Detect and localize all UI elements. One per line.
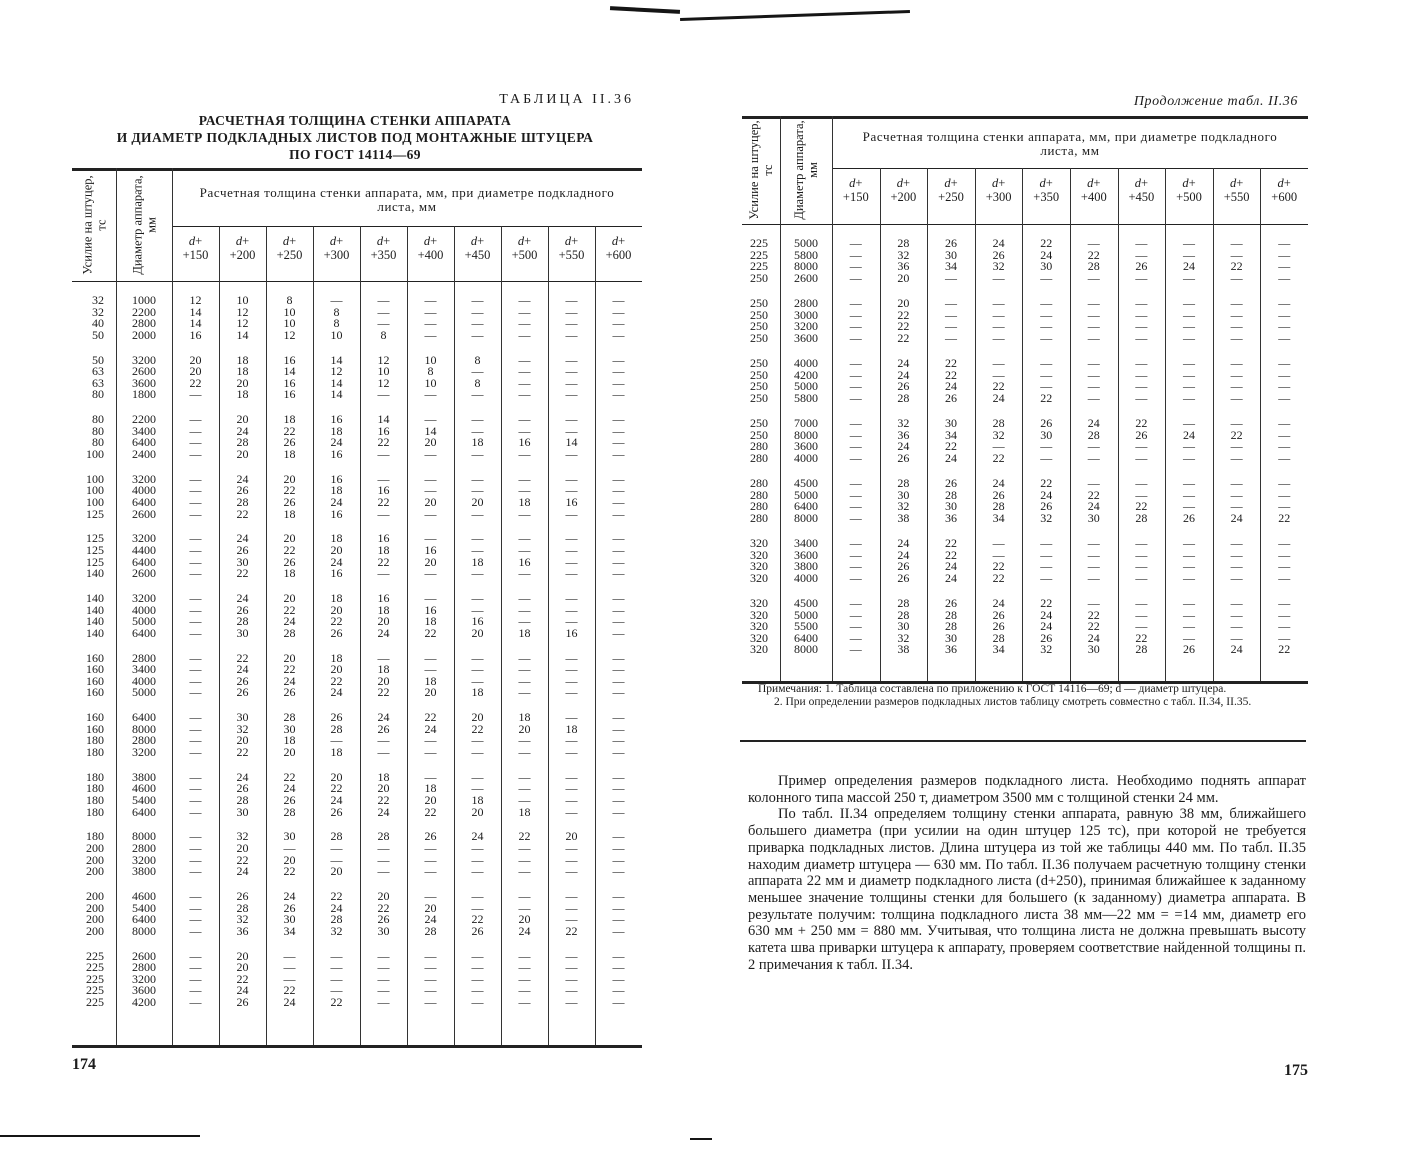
- value-cell: — — — —: [1278, 356, 1291, 405]
- value-cell: 12 14 14 16: [189, 293, 202, 342]
- header-bottom-rule: [72, 281, 642, 282]
- value-cell: 22 24 30 —: [1040, 236, 1053, 285]
- value-cell: — — 18 20: [424, 650, 437, 700]
- value-cell: — — — —: [1182, 296, 1195, 345]
- value-cell: — — — —: [189, 710, 202, 759]
- value-cell: 28 — — 20: [330, 829, 343, 879]
- force-cell: 250 250 250 250: [750, 356, 768, 405]
- value-cell: 24 24 26 26: [897, 536, 910, 585]
- diameter-cell: 2600 2800 3200 3600 4200: [132, 948, 156, 1009]
- value-cell: — — — — —: [565, 948, 578, 1009]
- column-header: d+ +200: [890, 176, 917, 204]
- value-cell: — — — — 24: [1230, 596, 1243, 657]
- value-cell: — 18 20 22: [424, 769, 437, 819]
- value-cell: — — — —: [1230, 296, 1243, 345]
- value-cell: 32 20 22 24: [236, 829, 249, 879]
- value-cell: — — — —: [1135, 356, 1148, 405]
- value-cell: — 24 — —: [1182, 416, 1195, 465]
- value-cell: 24 26 28 22: [236, 471, 249, 521]
- value-cell: — — — —: [189, 591, 202, 640]
- value-cell: 22 24 26 26: [236, 650, 249, 700]
- value-cell: — — — —: [849, 296, 862, 345]
- force-cell: 225 225 225 250: [750, 236, 768, 285]
- column-header: d+ +350: [370, 234, 397, 262]
- page-number: 175: [1284, 1062, 1308, 1079]
- diameter-cell: 5000 5800 8000 2600: [794, 236, 818, 285]
- value-cell: — — — —: [424, 293, 437, 342]
- value-cell: 8 10 10 12: [283, 293, 296, 342]
- value-cell: 24 26 28 30: [236, 591, 249, 640]
- value-cell: — — — 22 28: [1135, 596, 1148, 657]
- value-cell: — — — —: [189, 412, 202, 461]
- diameter-cell: 3200 4000 5000 6400: [132, 591, 156, 640]
- value-cell: 28 32 36 20: [897, 236, 910, 285]
- value-cell: 20 20 22 —: [189, 352, 202, 402]
- table-notes: [758, 683, 1306, 708]
- value-cell: — — — —: [1135, 296, 1148, 345]
- value-cell: — — — 24: [1230, 476, 1243, 525]
- value-cell: 22 24 26 32: [1040, 476, 1053, 525]
- column-header: d+ +200: [229, 234, 256, 262]
- value-cell: — — 26 —: [1135, 236, 1148, 285]
- value-cell: — — — —: [612, 889, 625, 938]
- diameter-cell: 3200 4400 6400 2600: [132, 531, 156, 581]
- diameter-cell: 2800 3400 4000 5000: [132, 650, 156, 700]
- diameter-header-text: Диаметр аппарата, мм: [792, 120, 820, 220]
- value-cell: — — — —: [944, 296, 957, 345]
- value-cell: — — — —: [849, 416, 862, 465]
- value-cell: — — — —: [1040, 536, 1053, 585]
- value-cell: — — — —: [612, 769, 625, 819]
- value-cell: 26 28 32 36: [236, 889, 249, 938]
- value-cell: — — 16 —: [518, 531, 531, 581]
- diameter-header-text: Диаметр аппарата, мм: [130, 174, 158, 275]
- value-cell: 26 30 34 —: [944, 236, 957, 285]
- value-cell: — — — —: [612, 710, 625, 759]
- diameter-cell: 3400 3600 3800 4000: [794, 536, 818, 585]
- column-header: d+ +450: [1128, 176, 1155, 204]
- column-header: d+ +400: [417, 234, 444, 262]
- value-cell: — — — —: [992, 296, 1005, 345]
- value-cell: 20 22 26 30: [377, 889, 390, 938]
- value-cell: — — — —: [1278, 236, 1291, 285]
- value-cell: 18 20 22 24: [377, 769, 390, 819]
- force-cell: 225 225 225 225 225: [86, 948, 104, 1009]
- value-cell: — — 20 —: [471, 471, 484, 521]
- value-cell: — — — —: [189, 471, 202, 521]
- value-cell: — — — 22: [565, 889, 578, 938]
- value-cell: — — 18 —: [518, 471, 531, 521]
- diameter-cell: 4500 5000 6400 8000: [794, 476, 818, 525]
- table-bottom-rule: [72, 1045, 642, 1048]
- diameter-cell: 3800 4600 5400 6400: [132, 769, 156, 819]
- value-cell: — — — —: [565, 650, 578, 700]
- diameter-cell: 4600 5400 6400 8000: [132, 889, 156, 938]
- value-cell: — — — —: [612, 650, 625, 700]
- diameter-cell: 2800 3000 3200 3600: [794, 296, 818, 345]
- value-cell: 28 30 32 38: [897, 476, 910, 525]
- value-cell: — — — — —: [518, 948, 531, 1009]
- force-cell: 250 250 280 280: [750, 416, 768, 465]
- column-header: d+ +350: [1033, 176, 1060, 204]
- title-line: И ДИАМЕТР ПОДКЛАДНЫХ ЛИСТОВ ПОД МОНТАЖНЫЕ ШТУЦЕРА: [116, 130, 594, 145]
- page-number: 174: [72, 1056, 96, 1073]
- value-cell: — — — —: [1278, 296, 1291, 345]
- value-cell: — — — 22: [1278, 476, 1291, 525]
- value-cell: 24 — — —: [471, 829, 484, 879]
- value-cell: — — — —: [1087, 356, 1100, 405]
- value-cell: — — 20 —: [424, 471, 437, 521]
- value-cell: 22 22 24 24: [944, 536, 957, 585]
- value-cell: 22 24 28 32: [330, 889, 343, 938]
- data-table-right: [742, 116, 1308, 681]
- value-cell: — — — —: [189, 650, 202, 700]
- diameter-cell: 7000 8000 3600 4000: [794, 416, 818, 465]
- value-cell: — — — —: [849, 356, 862, 405]
- value-cell: — — — 16: [565, 591, 578, 640]
- column-header: d+ +250: [938, 176, 964, 204]
- value-cell: 20 — — —: [565, 829, 578, 879]
- value-cell: 20 22 24 26: [283, 650, 296, 700]
- value-cell: — — — —: [612, 471, 625, 521]
- value-cell: 22 24 26 28: [283, 769, 296, 819]
- value-cell: — 8 8 10: [330, 293, 343, 342]
- value-cell: — 22 — —: [1230, 416, 1243, 465]
- value-cell: — 16 22 —: [377, 471, 390, 521]
- value-cell: — — — —: [565, 769, 578, 819]
- value-cell: 26 28 28 30 36: [944, 596, 957, 657]
- column-header: d+ +300: [323, 234, 350, 262]
- value-cell: 18 22 26 18: [283, 412, 296, 461]
- value-cell: 20 22 24 28: [283, 591, 296, 640]
- value-cell: — — — —: [518, 352, 531, 402]
- value-cell: — 18 — —: [565, 710, 578, 759]
- value-cell: — — — —: [1182, 356, 1195, 405]
- value-cell: — — — 8: [377, 293, 390, 342]
- value-cell: 18 18 20 18: [236, 352, 249, 402]
- column-header: d+ +300: [985, 176, 1012, 204]
- continuation-label: Продолжение табл. II.36: [1133, 94, 1298, 109]
- value-cell: — — 18 —: [471, 531, 484, 581]
- value-cell: — — 24 —: [1182, 236, 1195, 285]
- value-cell: — — — —: [612, 829, 625, 879]
- force-cell: 140 140 140 140: [86, 591, 104, 640]
- value-cell: 8 — 8 —: [471, 352, 484, 402]
- force-cell: 125 125 125 140: [86, 531, 104, 581]
- value-cell: — — 22 —: [1230, 236, 1243, 285]
- value-cell: 26 28 — 18: [330, 710, 343, 759]
- value-cell: 10 12 12 14: [236, 293, 249, 342]
- value-cell: 28 30 18 20: [283, 710, 296, 759]
- value-cell: 26 30 — —: [1040, 416, 1053, 465]
- value-cell: 24 26 30 34: [283, 889, 296, 938]
- value-cell: — — 20 24: [518, 889, 531, 938]
- value-cell: 30 34 22 24: [944, 416, 957, 465]
- column-header: d+ +500: [1176, 176, 1202, 204]
- value-cell: — 14 20 —: [424, 412, 437, 461]
- diameter-header: [780, 116, 832, 224]
- column-header: d+ +550: [1223, 176, 1250, 204]
- force-cell: 100 100 100 125: [86, 471, 104, 521]
- value-cell: 24 24 26 28: [897, 356, 910, 405]
- value-cell: — — — —: [612, 293, 625, 342]
- value-cell: — — 22 28: [1135, 476, 1148, 525]
- value-cell: 20 22 26 18: [283, 531, 296, 581]
- title-line: РАСЧЕТНАЯ ТОЛЩИНА СТЕНКИ АППАРАТА: [198, 113, 512, 128]
- group-header: Расчетная толщина стенки аппарата, мм, при диаметре подкладного листа, мм: [862, 129, 1278, 158]
- value-cell: 20 24 28 20: [236, 412, 249, 461]
- diameter-cell: 1000 2200 2800 2000: [132, 293, 156, 342]
- diameter-cell: 6400 8000 2800 3200: [132, 710, 156, 759]
- value-cell: — — — —: [518, 650, 531, 700]
- value-cell: 18 20 22 24: [330, 650, 343, 700]
- column-header: d+ +550: [558, 234, 585, 262]
- value-cell: — — — —: [612, 591, 625, 640]
- force-cell: 250 250 250 250: [750, 296, 768, 345]
- force-cell: 320 320 320 320 320: [750, 596, 768, 657]
- right-page: [702, 0, 1404, 1152]
- value-cell: — — — —: [1230, 356, 1243, 405]
- diameter-cell: 4500 5000 5500 6400 8000: [794, 596, 818, 657]
- value-cell: — — — 18: [518, 591, 531, 640]
- data-table-left: [72, 168, 642, 1045]
- column-header: d+ +600: [1271, 176, 1298, 204]
- value-cell: — — 22 26: [471, 889, 484, 938]
- value-cell: — — — —: [1087, 536, 1100, 585]
- value-cell: — — — —: [849, 476, 862, 525]
- value-cell: 28 32 — 22: [992, 416, 1005, 465]
- force-cell: 200 200 200 200: [86, 889, 104, 938]
- value-cell: 24 28 — —: [1087, 416, 1100, 465]
- value-cell: — — 16 20: [471, 591, 484, 640]
- column-header: d+ +600: [605, 234, 632, 262]
- value-cell: 20 22 24 26: [330, 769, 343, 819]
- note-2: 2. При определении размеров подкладных листов таблицу смотреть совместно с табл. II.34, II.35.: [774, 695, 1252, 708]
- value-cell: 22 24 — —: [424, 710, 437, 759]
- force-cell: 160 160 160 160: [86, 650, 104, 700]
- value-cell: — — — —: [1087, 296, 1100, 345]
- value-cell: — — — — 22: [1278, 596, 1291, 657]
- value-cell: — — 22 24: [992, 356, 1005, 405]
- force-header-text: Усилие на штуцер, тс: [80, 174, 108, 275]
- value-cell: 20 22 — —: [471, 710, 484, 759]
- value-cell: — 18 20 22: [377, 650, 390, 700]
- value-cell: — — — — —: [849, 596, 862, 657]
- value-cell: — — — —: [189, 829, 202, 879]
- value-cell: — — — —: [849, 236, 862, 285]
- column-header: d+ +150: [182, 234, 209, 262]
- value-cell: — 20 24 28: [424, 889, 437, 938]
- value-cell: 24 26 — —: [377, 710, 390, 759]
- force-cell: 280 280 280 280: [750, 476, 768, 525]
- value-cell: 20 20 22 24 26: [236, 948, 249, 1009]
- force-header: [72, 168, 116, 281]
- value-cell: — — — — —: [377, 948, 390, 1009]
- value-cell: — — — —: [565, 352, 578, 402]
- force-cell: 320 320 320 320: [750, 536, 768, 585]
- value-cell: 24 26 30 22: [236, 531, 249, 581]
- value-cell: — — 18 20: [471, 769, 484, 819]
- value-cell: 16 18 24 16: [330, 412, 343, 461]
- force-cell: 32 32 40 50: [92, 293, 104, 342]
- body-text: [748, 773, 1306, 973]
- value-cell: 16 18 22 —: [377, 531, 390, 581]
- value-cell: 12 10 12 —: [377, 352, 390, 402]
- value-cell: — 22 22 24 30: [1087, 596, 1100, 657]
- value-cell: 22 — — —: [518, 829, 531, 879]
- value-cell: 22 26 — —: [1135, 416, 1148, 465]
- value-cell: — — — —: [565, 293, 578, 342]
- value-cell: 16 18 24 16: [330, 471, 343, 521]
- value-cell: — — — — —: [189, 948, 202, 1009]
- value-cell: — — — —: [849, 536, 862, 585]
- value-cell: — — 22 22: [992, 536, 1005, 585]
- table-title: [70, 112, 640, 163]
- value-cell: 24 26 28 30: [236, 769, 249, 819]
- force-cell: 50 63 63 80: [92, 352, 104, 402]
- value-cell: — — — —: [471, 293, 484, 342]
- value-cell: — — — —: [612, 412, 625, 461]
- paragraph: Пример определения размеров подкладного листа. Необходимо поднять аппарат колонного типа массой 250 т, диаметром 3500 мм с толщиной стенки 24 мм.: [748, 773, 1306, 806]
- value-cell: 24 26 32 —: [992, 236, 1005, 285]
- diameter-cell: 3200 2600 3600 1800: [132, 352, 156, 402]
- value-cell: 24 26 26 28 34: [992, 596, 1005, 657]
- value-cell: 26 28 30 36: [944, 476, 957, 525]
- value-cell: — 22 24 30: [1087, 476, 1100, 525]
- table-label: ТАБЛИЦА II.36: [499, 92, 634, 107]
- title-line: ПО ГОСТ 14114—69: [289, 147, 421, 162]
- value-cell: 18 20 — —: [518, 710, 531, 759]
- force-cell: 180 180 180 180: [86, 769, 104, 819]
- value-cell: — — — —: [189, 769, 202, 819]
- column-header: d+ +250: [276, 234, 303, 262]
- value-cell: — — — 18: [518, 769, 531, 819]
- value-cell: — — — —: [1040, 296, 1053, 345]
- value-cell: 16 14 16 16: [283, 352, 296, 402]
- value-cell: — — — —: [1182, 536, 1195, 585]
- diameter-cell: 3200 4000 6400 2600: [132, 471, 156, 521]
- value-cell: 18 20 22 26: [330, 591, 343, 640]
- value-cell: — — — — —: [471, 948, 484, 1009]
- value-cell: — — — — 26: [1182, 596, 1195, 657]
- force-cell: 160 160 180 180: [86, 710, 104, 759]
- force-header-text: Усилие на штуцер, тс: [747, 120, 775, 220]
- value-cell: — — 18 —: [471, 412, 484, 461]
- diameter-cell: 2200 3400 6400 2400: [132, 412, 156, 461]
- value-cell: — — — — —: [424, 948, 437, 1009]
- value-cell: — — — —: [565, 531, 578, 581]
- value-cell: — 22 28 —: [1087, 236, 1100, 285]
- diameter-cell: 4000 4200 5000 5800: [794, 356, 818, 405]
- value-cell: — — — —: [518, 293, 531, 342]
- value-cell: — — — — 22: [330, 948, 343, 1009]
- value-cell: 30 — 20 22: [283, 829, 296, 879]
- value-cell: — — 14 —: [565, 412, 578, 461]
- value-cell: 28 — — —: [377, 829, 390, 879]
- value-cell: — — — —: [1230, 536, 1243, 585]
- diameter-header: [116, 168, 172, 281]
- value-cell: — — — 26: [1182, 476, 1195, 525]
- column-header: d+ +150: [842, 176, 869, 204]
- value-cell: 18 20 24 16: [330, 531, 343, 581]
- value-cell: 28 28 30 32 38: [897, 596, 910, 657]
- value-cell: — — — —: [1278, 416, 1291, 465]
- value-cell: — — — —: [1135, 536, 1148, 585]
- value-cell: 22 24 24 26 32: [1040, 596, 1053, 657]
- force-header: [742, 116, 780, 224]
- column-header: d+ +450: [464, 234, 491, 262]
- value-cell: 26 — — —: [424, 829, 437, 879]
- value-cell: — — 16 —: [518, 412, 531, 461]
- value-cell: — — — — —: [612, 948, 625, 1009]
- value-cell: — — — —: [612, 531, 625, 581]
- value-cell: 22 22 24 26: [944, 356, 957, 405]
- value-cell: — — — —: [189, 889, 202, 938]
- value-cell: 10 8 10 —: [424, 352, 437, 402]
- value-cell: 16 18 20 24: [377, 591, 390, 640]
- value-cell: — — — —: [612, 352, 625, 402]
- value-cell: 14 12 14 14: [330, 352, 343, 402]
- note-1: Примечания: 1. Таблица составлена по приложению к ГОСТ 14116—69; d — диаметр штуцера.: [758, 683, 1227, 695]
- value-cell: 20 22 22 22: [897, 296, 910, 345]
- value-cell: — — 16 —: [565, 471, 578, 521]
- value-cell: — 16 20 —: [424, 531, 437, 581]
- header-bottom-rule: [742, 224, 1308, 225]
- column-header: d+ +400: [1080, 176, 1107, 204]
- value-cell: — — — —: [189, 531, 202, 581]
- force-cell: 80 80 80 100: [86, 412, 104, 461]
- value-cell: 30 32 20 22: [236, 710, 249, 759]
- value-cell: — — — 22: [1040, 356, 1053, 405]
- value-cell: — 16 18 22: [424, 591, 437, 640]
- value-cell: 32 36 24 26: [897, 416, 910, 465]
- value-cell: 20 22 26 18: [283, 471, 296, 521]
- column-header: d+ +500: [511, 234, 538, 262]
- value-cell: — — — —: [1278, 536, 1291, 585]
- diameter-cell: 8000 2800 3200 3800: [132, 829, 156, 879]
- notes-divider: [740, 740, 1306, 742]
- group-header: Расчетная толщина стенки аппарата, мм, при диаметре подкладного листа, мм: [199, 185, 615, 214]
- value-cell: — — — 22 24: [283, 948, 296, 1009]
- value-cell: 24 26 28 34: [992, 476, 1005, 525]
- force-cell: 180 200 200 200: [86, 829, 104, 879]
- value-cell: — — — 18: [471, 650, 484, 700]
- paragraph: По табл. II.34 определяем толщину стенки аппарата, равную 38 мм, ближайшего большего диаметра (при усилии на один штуцер 125 тс), при которой не требуется приварка подкладных листов. Длина штуцера из той же таблицы 440 мм. По табл. II.35 находим диаметр штуцера — 630 мм. По табл. II.36 получаем расчетную толщину стенки аппарата 22 мм и диаметр подкладного листа (d+250), принимая ближайшее к заданному меньшее значение толщины стенки для большего (к заданному) диаметра аппарата. В результате получим: толщина подкладного листа 38 мм—22 мм = =14 мм, диаметр его 630 мм + 250 мм = 880 мм. Учитывая, что толщина листа не должна превышать высоту катета шва приварки штуцера к аппарату, проверяем соответствие найденной толщины п. 2 примечания к табл. II.34.: [748, 806, 1306, 973]
- value-cell: 14 16 22 —: [377, 412, 390, 461]
